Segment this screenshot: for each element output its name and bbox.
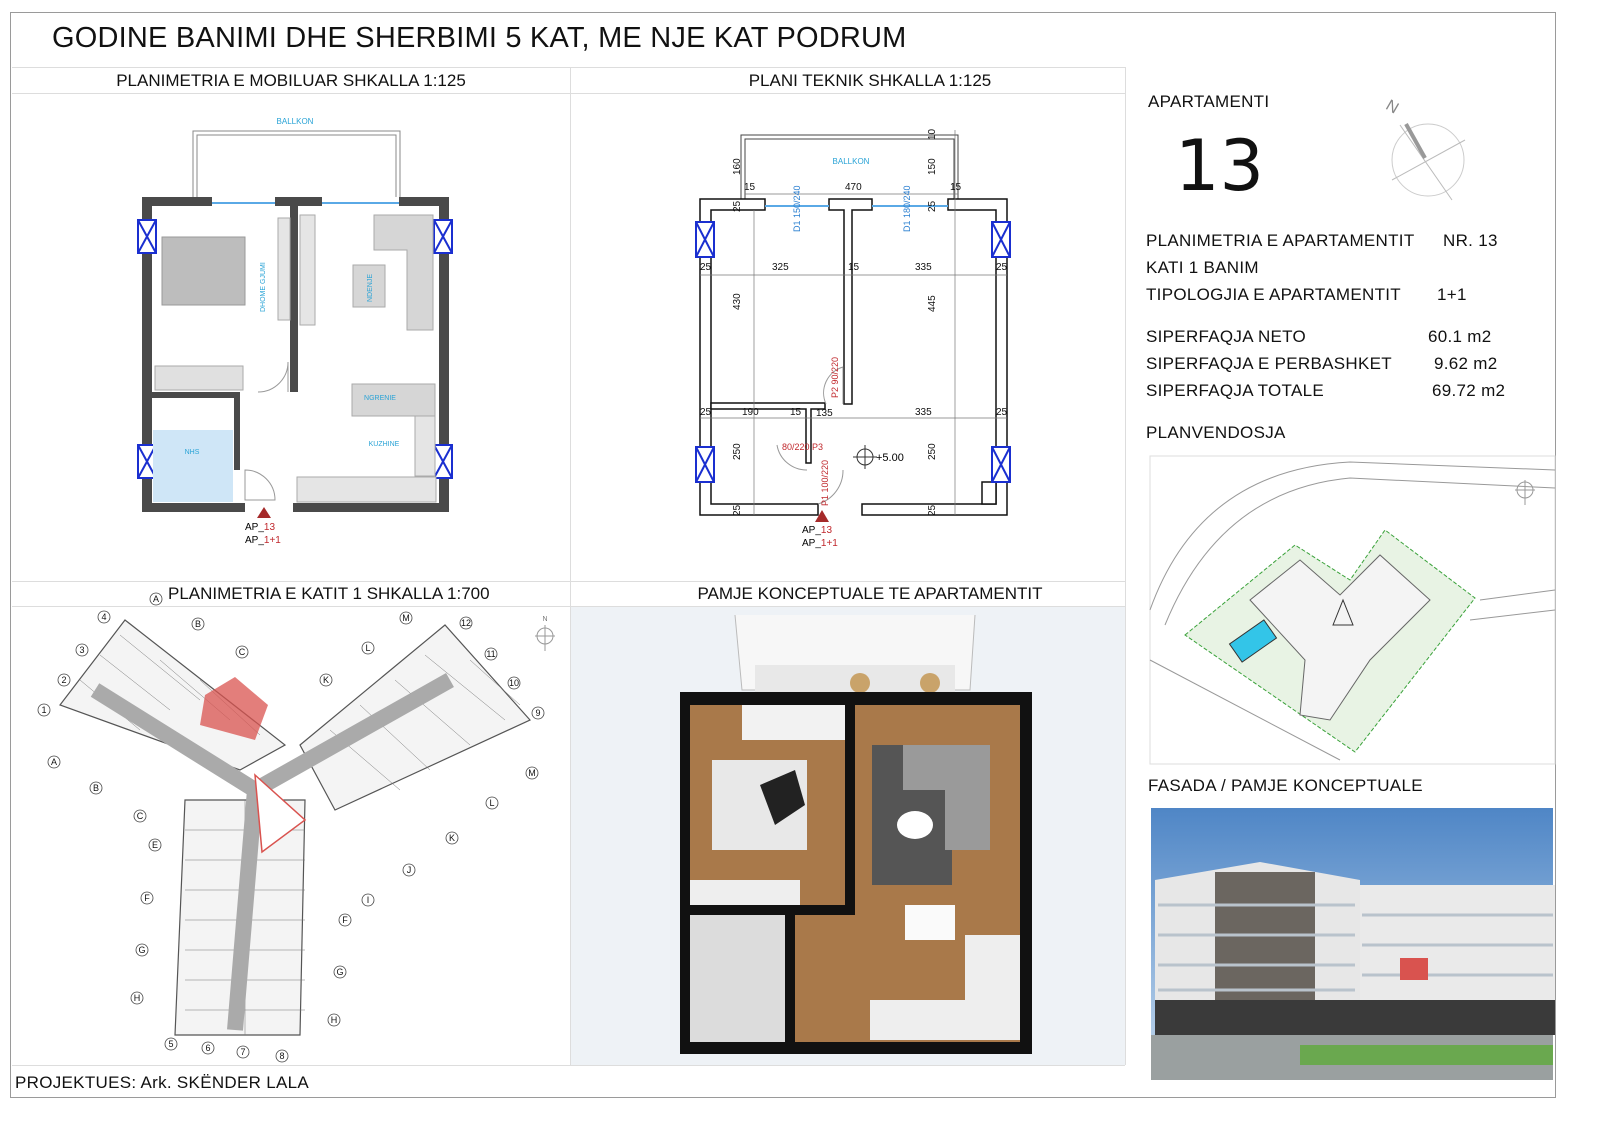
svg-text:A: A [50,757,58,767]
svg-text:25: 25 [927,504,938,516]
svg-text:25: 25 [732,200,743,212]
compass-needle-icon [1406,124,1425,158]
info-label: PLANIMETRIA E APARTAMENTIT [1146,231,1415,250]
site-plan-label: PLANVENDOSJA [1146,423,1286,442]
svg-text:335: 335 [915,407,932,418]
room-label-dining: NGRENIE [364,395,396,402]
svg-text:430: 430 [732,293,743,310]
concept-view-heading: PAMJE KONCEPTUALE TE APARTAMENTIT [697,584,1043,603]
svg-text:G: G [138,945,146,955]
door-label: P1 100/220 [820,459,830,506]
furniture-plan [138,117,452,546]
info-label: KATI 1 BANIM [1146,258,1259,277]
svg-text:160: 160 [732,158,743,175]
svg-text:25: 25 [700,407,712,418]
room-label-bedroom: DHOME GJUMI [260,262,267,312]
compass [1383,97,1465,200]
bathroom-floor [690,915,785,1042]
door-label: P2 90/220 [830,356,840,398]
svg-text:C: C [238,647,246,657]
kitchen-counter-3d [870,1000,1020,1040]
svg-text:9: 9 [535,708,541,718]
stove [415,416,435,476]
balcony-chair [920,673,940,693]
floor-plan-heading: PLANIMETRIA E KATIT 1 SHKALLA 1:700 [168,584,490,603]
site-plan [1150,456,1555,764]
info-value: 69.72 m2 [1432,381,1506,400]
technical-plan [696,128,1010,549]
wardrobe-3d [690,880,800,905]
footer-designer: PROJEKTUES: Ark. SKËNDER LALA [15,1073,310,1092]
bathroom-floor [153,430,233,502]
balcony-chair [850,673,870,693]
coffee-table-3d [897,811,933,839]
svg-text:L: L [489,798,495,808]
sheet-title: GODINE BANIMI DHE SHERBIMI 5 KAT, ME NJE KAT PODRUM [52,22,907,54]
svg-text:J: J [406,865,412,875]
window-label: D1 150/240 [792,185,802,232]
svg-text:F: F [144,893,150,903]
wall-unit [300,215,315,325]
svg-text:15: 15 [790,407,802,418]
room-label-bathroom: NHS [184,449,200,456]
svg-text:C: C [136,811,144,821]
dining-table-3d [905,905,955,940]
room-label-living: NDENJE [367,273,374,302]
svg-text:B: B [92,783,100,793]
svg-text:H: H [330,1015,338,1025]
window-label: D1 180/240 [902,185,912,232]
svg-text:E: E [151,840,159,850]
entry-label: AP_13 [802,525,833,536]
svg-text:250: 250 [927,443,938,460]
info-value: 60.1 m2 [1428,327,1492,346]
svg-text:8: 8 [279,1051,285,1061]
svg-text:15: 15 [848,262,860,273]
svg-text:335: 335 [915,262,932,273]
svg-text:5: 5 [168,1039,174,1049]
svg-text:L: L [365,643,371,653]
kitchen-counter [297,477,436,502]
svg-text:3: 3 [79,645,85,655]
svg-text:M: M [402,613,410,623]
svg-text:12: 12 [460,618,472,628]
room-label-balcony: BALLKON [832,157,870,166]
svg-text:25: 25 [996,407,1008,418]
svg-text:25: 25 [927,200,938,212]
svg-text:10: 10 [927,128,938,140]
lawn [1300,1045,1553,1065]
entry-label: AP_13 [245,522,276,533]
svg-text:250: 250 [732,443,743,460]
balcony-railing [193,131,400,197]
svg-text:F: F [342,915,348,925]
svg-text:25: 25 [996,262,1008,273]
svg-text:4: 4 [101,612,107,622]
info-label: TIPOLOGJIA E APARTAMENTIT [1146,285,1401,304]
door-swing [245,470,275,500]
svg-text:M: M [528,768,536,778]
svg-text:A: A [152,594,160,604]
technical-plan-heading: PLANI TEKNIK SHKALLA 1:125 [748,71,992,90]
svg-text:10: 10 [508,678,520,688]
svg-text:150: 150 [927,158,938,175]
bedroom-wall-panel [742,705,845,740]
furniture-plan-heading: PLANIMETRIA E MOBILUAR SHKALLA 1:125 [116,71,466,90]
svg-text:11: 11 [486,649,496,659]
svg-text:25: 25 [700,262,712,273]
apartment-label: APARTAMENTI [1148,92,1270,111]
info-label: SIPERFAQJA TOTALE [1146,381,1324,400]
level-marker-cross [853,445,877,469]
svg-text:190: 190 [742,407,759,418]
door-label: 80/220 P3 [782,442,824,452]
svg-text:15: 15 [950,182,962,193]
svg-text:325: 325 [772,262,789,273]
info-label: SIPERFAQJA E PERBASHKET [1146,354,1392,373]
svg-text:K: K [448,833,456,843]
svg-text:470: 470 [845,182,862,193]
svg-text:K: K [322,675,330,685]
svg-text:1: 1 [41,705,47,715]
facade-render [1151,808,1555,1080]
svg-text:135: 135 [816,408,833,419]
north-label: N [542,616,548,623]
info-label: SIPERFAQJA NETO [1146,327,1307,346]
type-label: AP_1+1 [245,535,281,546]
type-label: AP_1+1 [802,538,838,549]
info-value: 1+1 [1437,285,1467,304]
dimensions [700,128,1008,516]
facade-label: FASADA / PAMJE KONCEPTUALE [1148,776,1423,795]
tv-unit [278,218,290,320]
window-markers [696,222,1010,482]
svg-text:15: 15 [744,182,756,193]
svg-text:H: H [133,993,141,1003]
door-swing [258,362,288,392]
svg-text:B: B [194,619,202,629]
highlighted-apartment-facade [1400,958,1428,980]
info-value: 9.62 m2 [1434,354,1498,373]
north-arrow-cross [535,625,555,651]
ground-floor-glazing [1155,1000,1555,1035]
entrance-marker-icon [257,507,271,518]
room-label-kitchen: KUZHINE [368,441,400,448]
svg-text:2: 2 [61,675,67,685]
bed [162,237,245,305]
svg-text:7: 7 [240,1047,246,1057]
wardrobe [155,366,243,390]
room-label-balcony: BALLKON [276,117,314,126]
svg-text:445: 445 [927,295,938,312]
svg-text:25: 25 [732,504,743,516]
concept-render [571,607,1125,1065]
apartment-number: 13 [1175,125,1265,207]
walls [700,199,1007,515]
svg-text:6: 6 [205,1043,211,1053]
level-label: +5.00 [876,452,904,464]
info-value: NR. 13 [1443,231,1498,250]
compass-north-label: N [1382,96,1402,118]
svg-text:G: G [336,967,344,977]
svg-text:I: I [366,895,370,905]
floor-plan [38,593,555,1062]
